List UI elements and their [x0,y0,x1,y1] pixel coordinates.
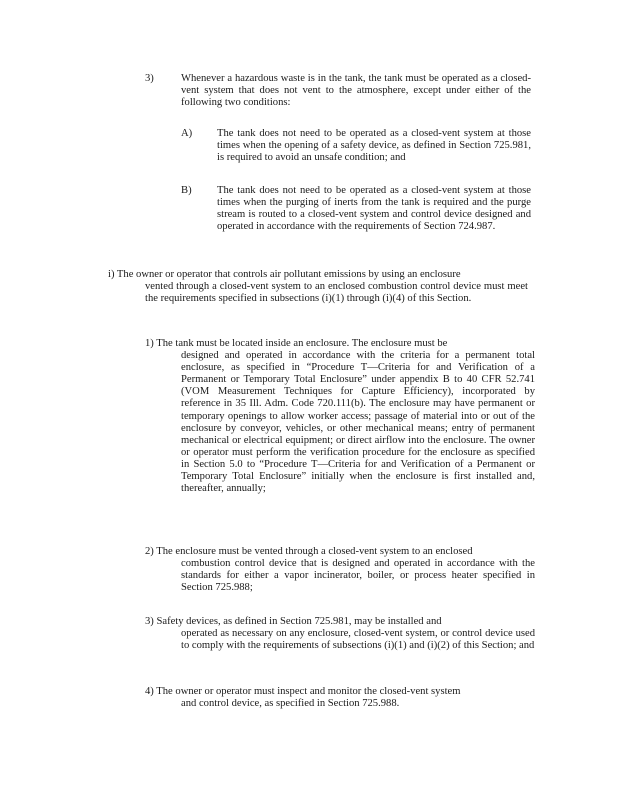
subsection-i-3-first-line: 3) Safety devices, as defined in Section 725.981, may be installed and [145,616,442,627]
subsection-i-1-body: designed and operated in accordance with the criteria for a permanent total enclosure, as specified in “Procedure T—Criteria for and Verification of a Permanent or Temporary Total Enclosure” under appendix B to 40 CFR 52.741 (VOM Measurement Techniques for Capture Efficiency), incorporated by reference in 35 Ill. Adm. Code 720.111(b). The enclosure may have permanent or temporary openings to allow worker access; passage of material into or out of the enclosure by conveyor, vehicles, or other mechanical means; entry of permanent mechanical or electrical equipment; or direct airflow into the enclosure. The owner or operator must perform the verification procedure for the enclosure as specified in Section 5.0 to “Procedure T—Criteria for and Verification of a Permanent or Temporary Total Enclosure” initially when the enclosure is first installed and, thereafter, annually; [181,350,535,495]
item-b-marker: B) [181,185,192,196]
subsection-i-2 [145,546,535,594]
subsection-i-3 [145,616,535,652]
item-3-text: Whenever a hazardous waste is in the tank, the tank must be operated as a closed-vent system that does not vent to the atmosphere, except under either of the following two conditions: [181,73,531,109]
item-a-marker: A) [181,128,193,139]
subsection-i-4-body: and control device, as specified in Section 725.988. [181,698,400,710]
subsection-i-1 [145,338,535,495]
subsection-i-2-body: combustion control device that is designed and operated in accordance with the standards for either a vapor incinerator, boiler, or process heater specified in Section 725.988; [181,558,535,594]
subsection-i-4-first-line: 4) The owner or operator must inspect and monitor the closed-vent system [145,686,461,697]
item-a-text: The tank does not need to be operated as a closed-vent system at those times when the opening of a safety device, as defined in Section 725.981, is required to avoid an unsafe condition; and [217,128,531,164]
item-3-marker: 3) [145,73,154,84]
subsection-i [108,269,528,305]
subsection-i-3-body: operated as necessary on any enclosure, closed-vent system, or control device used to comply with the requirements of subsections (i)(1) and (i)(2) of this Section; and [181,628,535,652]
subsection-i-first-line: i) The owner or operator that controls air pollutant emissions by using an enclosure [108,269,461,280]
subsection-i-2-first-line: 2) The enclosure must be vented through a closed-vent system to an enclosed [145,546,473,557]
subsection-i-1-first-line: 1) The tank must be located inside an enclosure. The enclosure must be [145,338,448,349]
subsection-i-4 [145,686,535,710]
subsection-i-body: vented through a closed-vent system to an enclosed combustion control device must meet the requirements specified in subsections (i)(1) through (i)(4) of this Section. [145,281,528,305]
item-b-text: The tank does not need to be operated as a closed-vent system at those times when the purging of inerts from the tank is required and the purge stream is routed to a closed-vent system and control device designed and operated in accordance with the requirements of Section 724.987. [217,185,531,233]
